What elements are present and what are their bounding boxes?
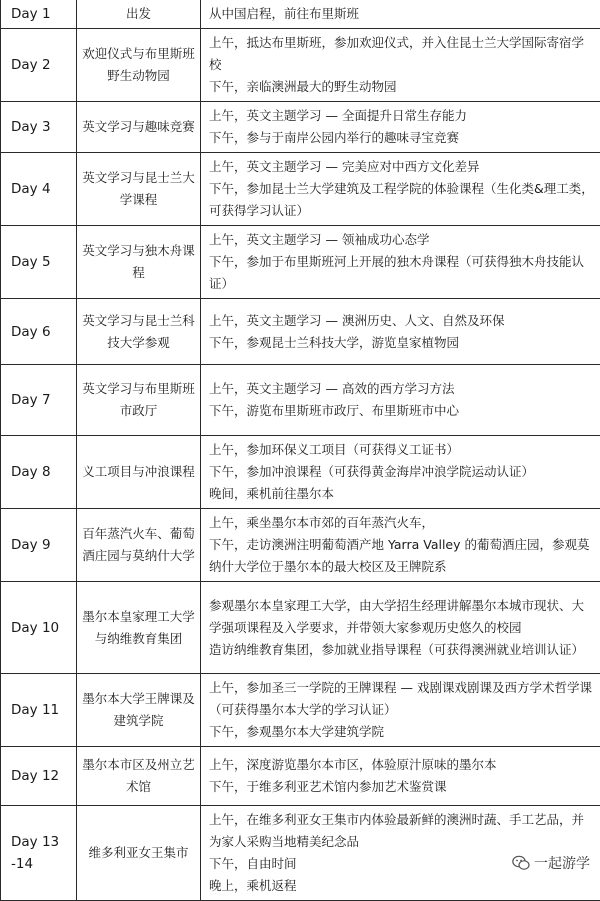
day-title: 出发 — [77, 0, 201, 29]
description-line: 晚上，乘机返程 — [209, 875, 596, 897]
day-title: 百年蒸汽火车、葡萄酒庄园与莫纳什大学 — [77, 509, 201, 582]
itinerary-row — [1, 0, 600, 29]
watermark-text: 一起游学 — [534, 853, 590, 873]
itinerary-row — [1, 226, 600, 299]
day-description — [201, 29, 600, 102]
description-line: 上午，参加环保义工项目（可获得义工证书） — [209, 439, 596, 461]
description-line: 下午，参与于南岸公园内举行的趣味寻宝竞赛 — [209, 127, 596, 149]
itinerary-row — [1, 674, 600, 747]
description-line: 上午，深度游览墨尔本市区，体验原汁原味的墨尔本 — [209, 754, 596, 776]
itinerary-row — [1, 509, 600, 582]
description-line: 下午，自由时间 — [209, 853, 596, 875]
description-line: 下午，参观昆士兰科技大学，游览皇家植物园 — [209, 332, 596, 354]
day-title: 维多利亚女王集市 — [77, 806, 201, 901]
description-line: 上午，英文主题学习 — 领袖成功心态学 — [209, 229, 596, 251]
description-line: 下午，参加冲浪课程（可获得黄金海岸冲浪学院运动认证） — [209, 461, 596, 483]
day-label: Day 8 — [1, 436, 77, 509]
day-description — [201, 365, 600, 436]
itinerary-row — [1, 582, 600, 674]
day-title: 墨尔本大学王牌课及建筑学院 — [77, 674, 201, 747]
description-line: 晚间，乘机前往墨尔本 — [209, 483, 596, 505]
description-line: 下午，游览布里斯班市政厅、布里斯班市中心 — [209, 400, 596, 422]
itinerary-row — [1, 102, 600, 153]
description-line: 参观墨尔本皇家理工大学，由大学招生经理讲解墨尔本城市现状、大学强项课程及入学要求，并带领大家参观历史悠久的校园 — [209, 595, 596, 639]
day-label: Day 5 — [1, 226, 77, 299]
day-title: 义工项目与冲浪课程 — [77, 436, 201, 509]
day-label: Day 7 — [1, 365, 77, 436]
day-title: 英文学习与独木舟课程 — [77, 226, 201, 299]
day-description — [201, 674, 600, 747]
day-description — [201, 509, 600, 582]
itinerary-row — [1, 299, 600, 365]
day-title: 欢迎仪式与布里斯班野生动物园 — [77, 29, 201, 102]
day-title: 英文学习与昆士兰大学课程 — [77, 153, 201, 226]
day-label: Day 13 -14 — [1, 806, 77, 901]
watermark — [512, 853, 590, 873]
description-line: 上午，英文主题学习 — 高效的西方学习方法 — [209, 378, 596, 400]
day-description — [201, 299, 600, 365]
description-line: 下午，走访澳洲注明葡萄酒产地 Yarra Valley 的葡萄酒庄园，参观莫纳什大学位于墨尔本的最大校区及王牌院系 — [209, 534, 596, 578]
day-description — [201, 582, 600, 674]
description-line: 上午，英文主题学习 — 完美应对中西方文化差异 — [209, 156, 596, 178]
day-label: Day 1 — [1, 0, 77, 29]
description-line: 从中国启程，前往布里斯班 — [209, 3, 596, 25]
day-label: Day 9 — [1, 509, 77, 582]
day-description — [201, 0, 600, 29]
day-label: Day 3 — [1, 102, 77, 153]
itinerary-row — [1, 365, 600, 436]
day-description — [201, 747, 600, 806]
description-line: 上午，在维多利亚女王集市内体验最新鲜的澳洲时蔬、手工艺品，并为家人采购当地精美纪念品 — [209, 809, 596, 853]
description-line: 上午，抵达布里斯班，参加欢迎仪式，并入住昆士兰大学国际寄宿学校 — [209, 32, 596, 76]
day-description — [201, 102, 600, 153]
day-title: 英文学习与布里斯班市政厅 — [77, 365, 201, 436]
day-title: 墨尔本皇家理工大学与纳维教育集团 — [77, 582, 201, 674]
description-line: 下午，参加昆士兰大学建筑及工程学院的体验课程（生化类&理工类，可获得学习认证） — [209, 178, 596, 222]
itinerary-row — [1, 29, 600, 102]
itinerary-row — [1, 436, 600, 509]
itinerary-row — [1, 806, 600, 901]
day-description — [201, 436, 600, 509]
day-description — [201, 226, 600, 299]
day-label: Day 12 — [1, 747, 77, 806]
day-label: Day 10 — [1, 582, 77, 674]
description-line: 下午，参观墨尔本大学建筑学院 — [209, 721, 596, 743]
description-line: 上午，英文主题学习 — 澳洲历史、人文、自然及环保 — [209, 310, 596, 332]
day-label: Day 2 — [1, 29, 77, 102]
description-line: 造访纳维教育集团，参加就业指导课程（可获得澳洲就业培训认证） — [209, 639, 596, 661]
description-line: 上午，参加圣三一学院的王牌课程 — 戏剧课戏剧课及西方学术哲学课（可获得墨尔本大学的学习认证） — [209, 677, 596, 721]
wechat-icon — [512, 855, 530, 871]
day-title: 墨尔本市区及州立艺术馆 — [77, 747, 201, 806]
day-title: 英文学习与昆士兰科技大学参观 — [77, 299, 201, 365]
day-label: Day 4 — [1, 153, 77, 226]
day-description — [201, 153, 600, 226]
description-line: 下午，于维多利亚艺术馆内参加艺术鉴赏课 — [209, 776, 596, 798]
day-label: Day 6 — [1, 299, 77, 365]
description-line: 上午，乘坐墨尔本市郊的百年蒸汽火车， — [209, 512, 596, 534]
description-line: 下午，亲临澳洲最大的野生动物园 — [209, 76, 596, 98]
description-line: 上午，英文主题学习 — 全面提升日常生存能力 — [209, 105, 596, 127]
description-line: 下午，参加于布里斯班河上开展的独木舟课程（可获得独木舟技能认证） — [209, 251, 596, 295]
day-title: 英文学习与趣味竞赛 — [77, 102, 201, 153]
itinerary-row — [1, 153, 600, 226]
day-label: Day 11 — [1, 674, 77, 747]
itinerary-row — [1, 747, 600, 806]
